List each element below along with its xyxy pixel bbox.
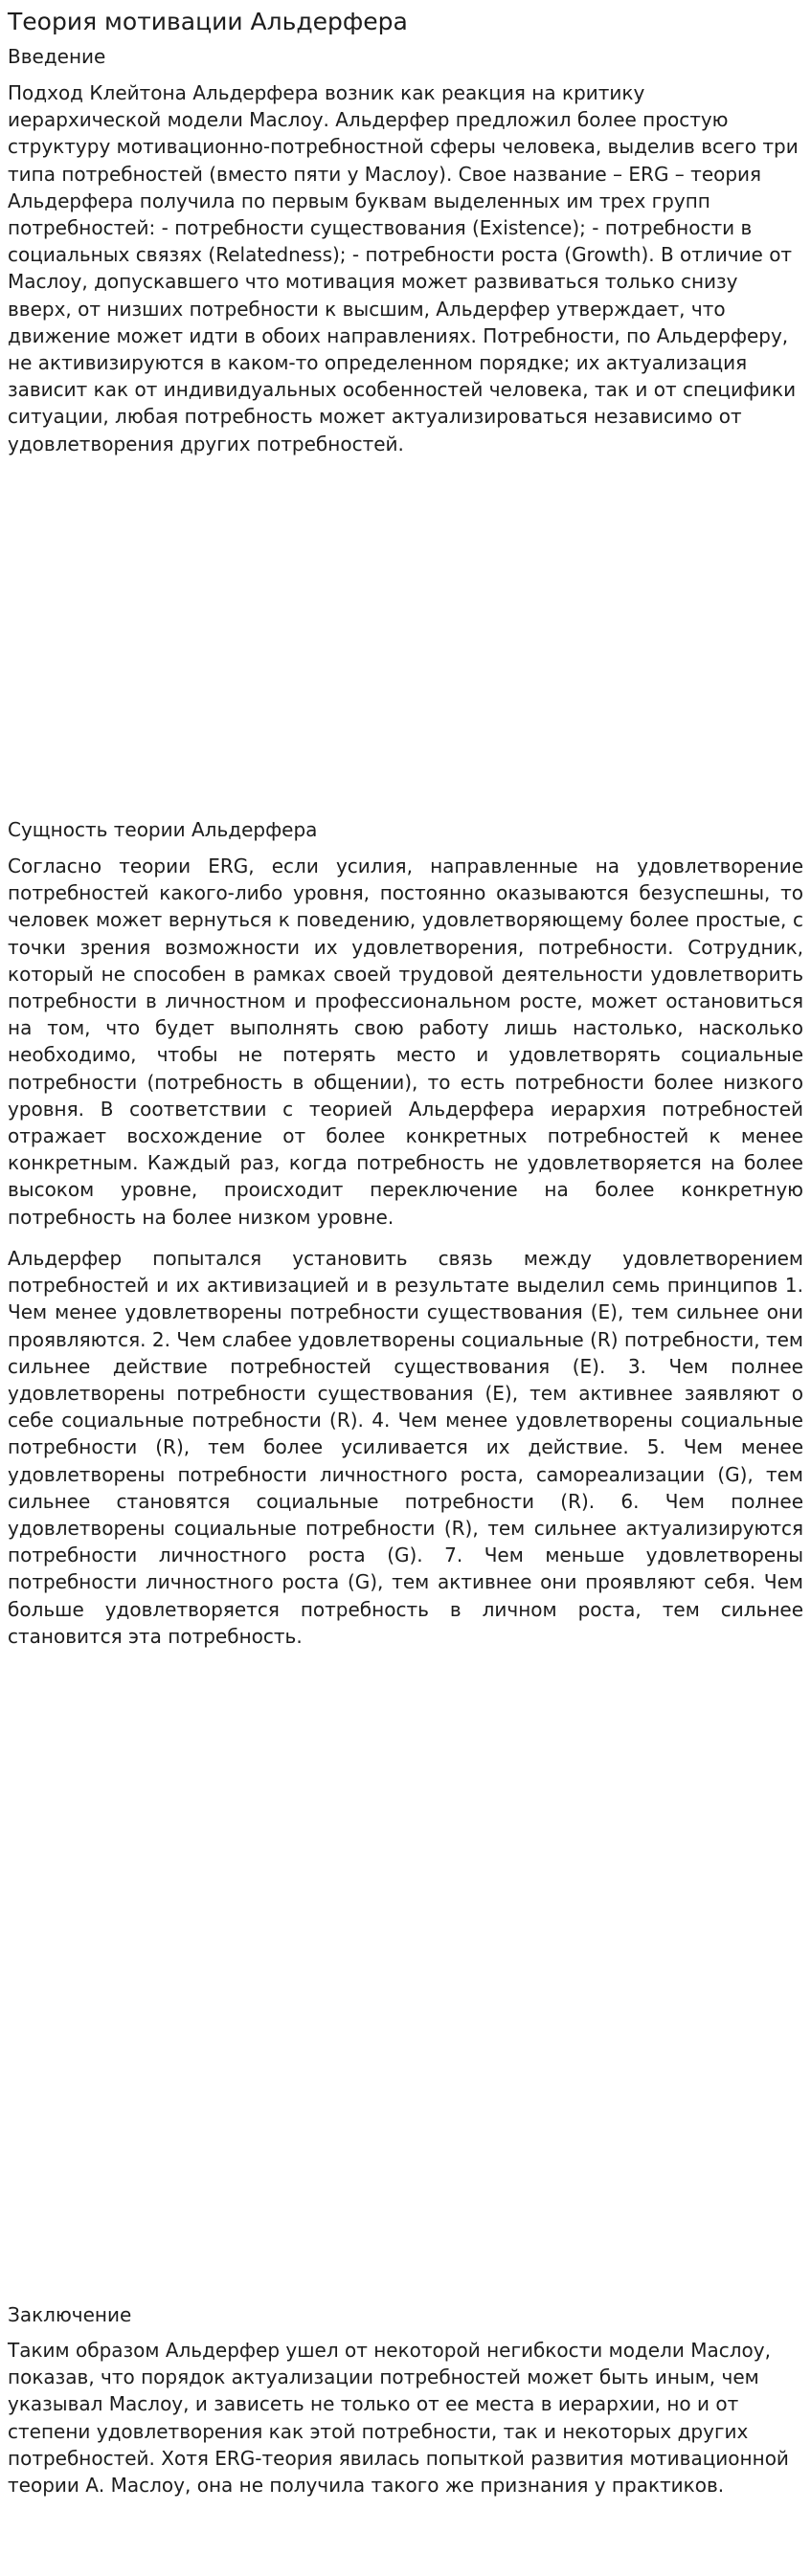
conclusion-heading: Заключение — [8, 2303, 132, 2326]
intro-paragraph: Подход Клейтона Альдерфера возник как реакция на критику иерархической модели Маслоу. Альдерфер предложил более простую структуру мотивационно-потребностной сферы человека, выделив всего три типа потребностей (вместо пяти у Маслоу). Свое название – ERG – теория Альдерфера получила по первым буквам выделенных им трех групп потребностей: - потребности существования (Existence); - потребности в социальных связях (Relatedness); - потребности роста (Growth). В отличие от Маслоу, допускавшего что мотивация может развиваться только снизу вверх, от низших потребности к высшим, Альдерфер утверждает, что движение может идти в обоих направлениях. Потребности, по Альдерферу, не активизируются в каком-то определенном порядке; их актуализация зависит как от индивидуальных особенностей человека, так и от специфики ситуации, любая потребность может актуализироваться независимо от удовлетворения других потребностей. — [8, 81, 799, 455]
essence-paragraph-2: Альдерфер попытался установить связь между удовлетворением потребностей и их активизацией и в результате выделил семь принципов 1. Чем менее удовлетворены потребности существования (E), тем сильнее они проявляются. 2. Чем слабее удовлетворены социальные (R) потребности, тем сильнее действие потребностей существования (E). 3. Чем полнее удовлетворены потребности существования (E), тем активнее заявляют о себе социальные потребности (R). 4. Чем менее удовлетворены социальные потребности (R), тем более усиливается их действие. 5. Чем менее удовлетворены потребности личностного роста, самореализации (G), тем сильнее становятся социальные потребности (R). 6. Чем полнее удовлетворены социальные потребности (R), тем сильнее актуализируются потребности личностного роста (G). 7. Чем меньше удовлетворены потребности личностного роста (G), тем активнее они проявляют себя. Чем больше удовлетворяется потребность в личном роста, тем сильнее становится эта потребность. — [8, 1247, 803, 1648]
essence-paragraph-1: Согласно теории ERG, если усилия, направленные на удовлетворение потребностей какого-либо уровня, постоянно оказываются безуспешны, то человек может вернуться к поведению, удовлетворяющему более простые, с точки зрения возможности их удовлетворения, потребности. Сотрудник, который не способен в рамках своей трудовой деятельности удовлетворить потребности в личностном и профессиональном росте, может остановиться на том, что будет выполнять свою работу лишь настолько, насколько необходимо, чтобы не потерять место и удовлетворять социальные потребности (потребность в общении), то есть потребности более низкого уровня. В соответствии с теорией Альдерфера иерархия потребностей отражает восхождение от более конкретных потребностей к менее конкретным. Каждый раз, когда потребность не удовлетворяется на более высоком уровне, происходит переключение на более конкретную потребность на более низком уровне. — [8, 855, 803, 1229]
conclusion-paragraph: Таким образом Альдерфер ушел от некоторой негибкости модели Маслоу, показав, что порядок актуализации потребностей может быть иным, чем указывал Маслоу, и зависеть не только от ее места в иерархии, но и от степени удовлетворения как этой потребности, так и некоторых других потребностей. Хотя ERG-теория явилась попыткой развития мотивационной теории А. Маслоу, она не получила такого же признания у практиков. — [8, 2339, 789, 2498]
page-title: Теория мотивации Альдерфера — [8, 8, 408, 35]
essence-heading: Сущность теории Альдерфера — [8, 818, 318, 841]
intro-heading: Введение — [8, 45, 106, 68]
